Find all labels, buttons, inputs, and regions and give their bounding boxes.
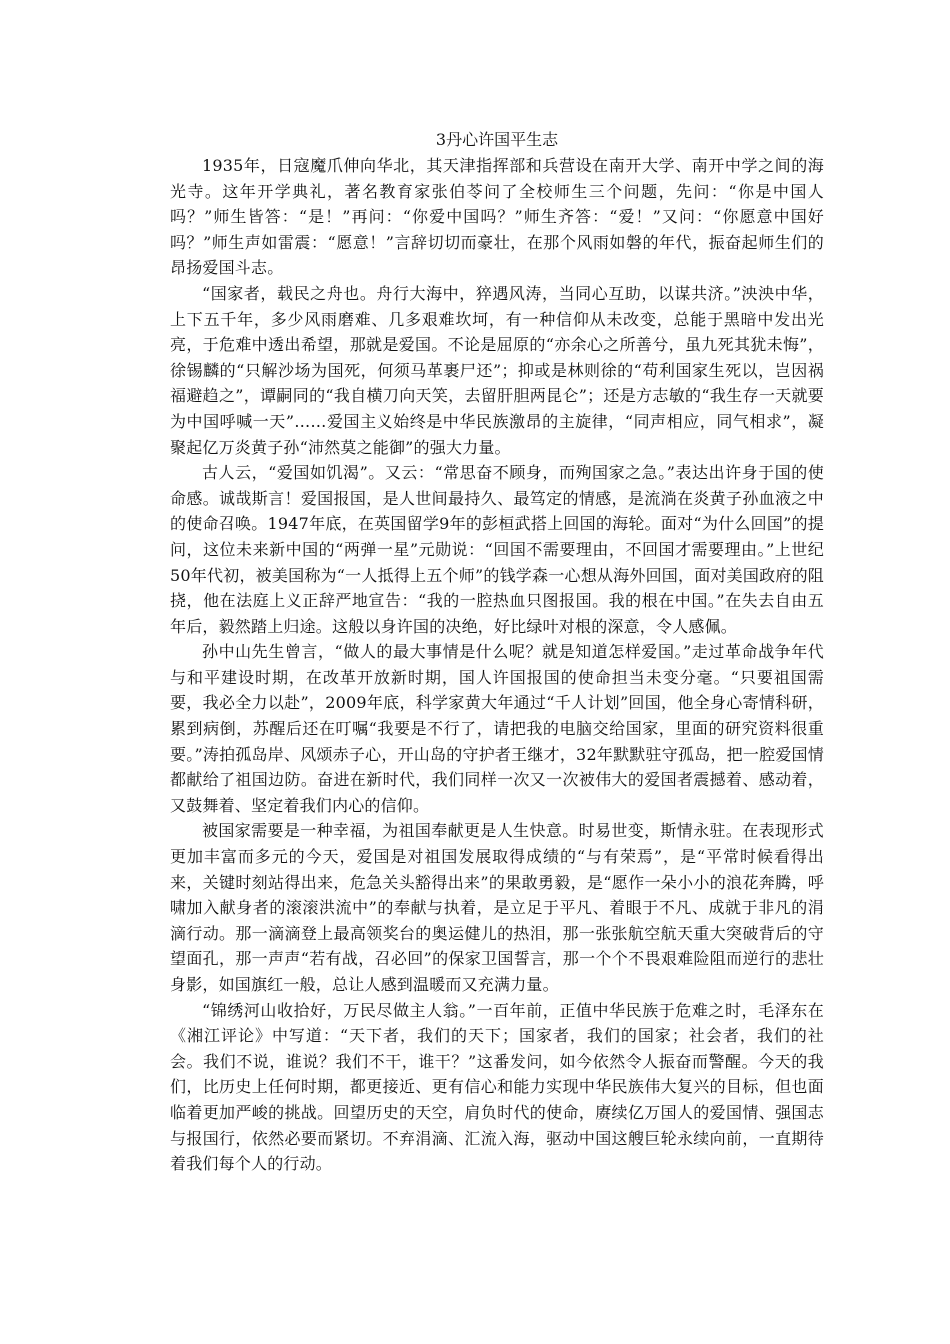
- paragraph-6: “锦绣河山收拾好，万民尽做主人翁。”一百年前，正值中华民族于危难之时，毛泽东在《湘江评论》中写道：“天下者，我们的天下；国家者，我们的国家；社会者，我们的社会。我们不说，谁说？我们不干，谁干？”这番发问，如今依然令人振奋而警醒。今天的我们，比历史上任何时期，都更接近、更有信心和能力实现中华民族伟大复兴的目标，但也面临着更加严峻的挑战。回望历史的天空，肩负时代的使命，赓续亿万国人的爱国情、强国志与报国行，依然必要而紧切。不弃涓滴、汇流入海，驱动中国这艘巨轮永续向前，一直期待着我们每个人的行动。: [170, 1000, 824, 1174]
- paragraph-5: 被国家需要是一种幸福，为祖国奉献更是人生快意。时易世变，斯情永驻。在表现形式更加丰富而多元的今天，爱国是对祖国发展取得成绩的“与有荣焉”，是“平常时候看得出来，关键时刻站得出来，危急关头豁得出来”的果敢勇毅，是“愿作一朵小小的浪花奔腾，呼啸加入献身者的滚滚洪流中”的奉献与执着，是立足于平凡、着眼于不凡、成就于非凡的涓滴行动。那一滴滴登上最高领奖台的奥运健儿的热泪，那一张张航空航天重大突破背后的守望面孔，那一声声“若有战，召必回”的保家卫国誓言，那一个个不畏艰难险阻而逆行的悲壮身影，如国旗红一般，总让人感到温暖而又充满力量。: [170, 821, 824, 994]
- paragraph-3: 古人云，“爱国如饥渴”。又云：“常思奋不顾身，而殉国家之急。”表达出许身于国的使命感。诚哉斯言！爱国报国，是人世间最持久、最笃定的情感，是流淌在炎黄子孙血液之中的使命召唤。1947年底，在英国留学9年的彭桓武搭上回国的海轮。面对“为什么回国”的提问，这位未来新中国的“两弹一星”元勋说：“回国不需要理由，不回国才需要理由。”上世纪50年代初，被美国称为“一人抵得上五个师”的钱学森一心想从海外回国，面对美国政府的阻挠，他在法庭上义正辞严地宣告：“我的一腔热血只图报国。我的根在中国。”在失去自由五年后，毅然踏上归途。这般以身许国的决绝，好比绿叶对根的深意，令人感佩。: [170, 463, 824, 636]
- paragraph-2: “国家者，载民之舟也。舟行大海中，猝遇风涛，当同心互助，以谋共济。”泱泱中华，上下五千年，多少风雨磨难、几多艰难坎坷，有一种信仰从未改变，总能于黑暗中发出光亮，于危难中透出希望，那就是爱国。不论是屈原的“亦余心之所善兮，虽九死其犹未悔”，徐锡麟的“只解沙场为国死，何须马革裹尸还”；抑或是林则徐的“苟利国家生死以，岂因祸福避趋之”，谭嗣同的“我自横刀向天笑，去留肝胆两昆仑”；还是方志敏的“我生存一天就要为中国呼喊一天”……爱国主义始终是中华民族激昂的主旋律，“同声相应，同气相求”，凝聚起亿万炎黄子孙“沛然莫之能御”的强大力量。: [170, 283, 824, 457]
- paragraph-4: 孙中山先生曾言，“做人的最大事情是什么呢？就是知道怎样爱国。”走过革命战争年代与和平建设时期，在改革开放新时期，国人许国报国的使命担当未变分毫。“只要祖国需要，我必全力以赴”，2009年底，科学家黄大年通过“千人计划”回国，他全身心寄情科研，累到病倒，苏醒后还在叮嘱“我要是不行了，请把我的电脑交给国家，里面的研究资料很重要。”涛拍孤岛岸、风颂赤子心，开山岛的守护者王继才，32年默默驻守孤岛，把一腔爱国情都献给了祖国边防。奋进在新时代，我们同样一次又一次被伟大的爱国者震撼着、感动着，又鼓舞着、坚定着我们内心的信仰。: [170, 642, 824, 815]
- document-title: 3丹心许国平生志: [435, 130, 559, 149]
- document-page: [170, 127, 824, 1177]
- paragraph-1: 1935年，日寇魔爪伸向华北，其天津指挥部和兵营设在南开大学、南开中学之间的海光寺。这年开学典礼，著名教育家张伯苓问了全校师生三个问题，先问：“你是中国人吗？”师生皆答：“是！”再问：“你爱中国吗？”师生齐答：“爱！”又问：“你愿意中国好吗？”师生声如雷震：“愿意！”言辞切切而豪壮，在那个风雨如磐的年代，振奋起师生们的昂扬爱国斗志。: [170, 156, 824, 278]
